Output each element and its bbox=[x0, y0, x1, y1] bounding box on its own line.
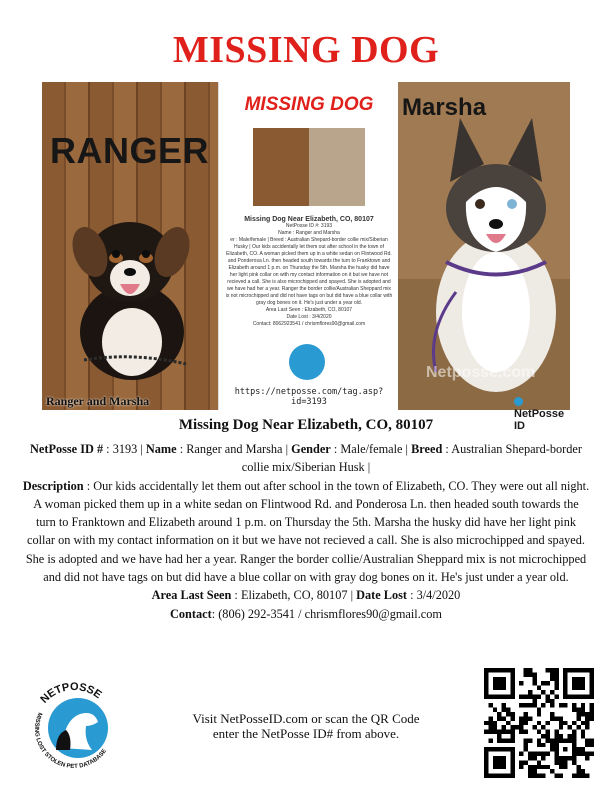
name-label: Name bbox=[145, 442, 177, 456]
mini-poster-name: Name : Ranger and Marsha bbox=[278, 230, 340, 236]
ranger-label: RANGER bbox=[50, 130, 210, 171]
logo-bottom-text: MISSING LOST STOLEN PET DATABASE bbox=[33, 711, 109, 770]
summary-line: NetPosse ID # : 3193 | Name : Ranger and Marsha | Gender : Male/female | Breed : Australian Shepard-border collie mix/Siberian Husk | bbox=[30, 442, 582, 475]
breed-value: Australian Shepard-border collie mix/Siberian Husk bbox=[241, 442, 582, 475]
page-title: MISSING DOG bbox=[172, 29, 440, 71]
netposse-logo bbox=[22, 670, 126, 774]
description-label: Description bbox=[22, 478, 84, 493]
mini-poster-contact: Contact: 8062923541 / chrismflores90@gmail.com bbox=[252, 321, 366, 327]
listing-details bbox=[22, 440, 590, 623]
date-label: Date Lost bbox=[356, 588, 408, 603]
contact-label: Contact bbox=[170, 606, 212, 621]
listing-subtitle: Missing Dog Near Elizabeth, CO, 80107 bbox=[178, 417, 434, 433]
netposse-watermark: Netposse.com bbox=[426, 364, 536, 381]
visit-instructions bbox=[166, 711, 446, 741]
area-date-line: Area Last Seen : Elizabeth, CO, 80107 | Date Lost : 3/4/2020 bbox=[151, 588, 461, 603]
contact-value: (806) 292-3541 / chrismflores90@gmail.com bbox=[218, 606, 442, 621]
netposse-badge-icon bbox=[514, 397, 523, 406]
mini-poster-date: Date Lost : 3/4/2020 bbox=[286, 314, 332, 320]
photo-caption: Ranger and Marsha bbox=[46, 394, 150, 408]
contact-line: Contact: (806) 292-3541 / chrismflores90@gmail.com bbox=[170, 606, 442, 621]
description-value: Our kids accidentally let them out after school in the town of Elizabeth, CO. They were out all night. A woman picked them up in a white sedan on Flintwood Rd. and Ponderosa Ln. then headed south towards the turn to Franktown and Elizabeth around 1 p.m. on Thursday the 5th. Marsha the husky did have her light pink collar on with my contact information on it but we have not recieved a call. She is also microchipped and spayed. She is adopted and we have had her a year. Ranger the border collie/Australian Sheppard mix is not microchipped and did not have tags on but did have a blue collar on with gray dog bones on it. He's just under a year old. bbox=[25, 478, 590, 585]
visit-line-1: Visit NetPosseID.com or scan the QR Code bbox=[192, 711, 420, 726]
visit-line-2: enter the NetPosse ID# from above. bbox=[212, 726, 400, 741]
mini-poster-title: MISSING DOG bbox=[244, 94, 374, 115]
pet-photo-collage bbox=[42, 82, 570, 432]
mini-poster-body: er : Male/female | Breed : Australian Shepard-border collie mix/Siberian Husky | Our kids accidentally let them out after school in the town of Elizabeth, CO. A woman picked them up in a white sedan on Flintwood Rd. and Ponderosa Ln. then headed south towards the turn to Franktown and Elizabeth around 1 p.m. on Thursday the 5th. Marsha the husky did have her light pink collar on with my contact information on it but we have not recieved a call. She is also microchipped and spayed. She is adopted and we have had her a year. Ranger the border collie/Australian Sheppard mix is not microchipped and did not have tags on but did have a blue collar with gray dog bones on it. He's just under a year old. bbox=[225, 237, 393, 306]
area-value: Elizabeth, CO, 80107 bbox=[240, 588, 348, 603]
netposse-id-value: 3193 bbox=[112, 442, 138, 456]
marsha-label: Marsha bbox=[402, 94, 487, 121]
mini-poster-area: Area Last Seen : Elizabeth, CO, 80107 bbox=[265, 307, 353, 313]
qr-code[interactable] bbox=[484, 668, 594, 778]
mini-poster-photo bbox=[253, 128, 365, 206]
breed-label: Breed bbox=[411, 442, 443, 456]
mini-poster bbox=[218, 82, 400, 410]
mini-netposse-logo-icon bbox=[289, 344, 325, 380]
marsha-photo bbox=[398, 82, 570, 410]
logo-top-text: NETPOSSE bbox=[38, 680, 104, 706]
netposse-id-label: NetPosse ID # bbox=[30, 442, 104, 456]
ranger-dog-illustration bbox=[54, 192, 204, 382]
ranger-photo bbox=[42, 82, 218, 410]
mini-poster-url: https://netposse.com/tag.asp?id=3193 bbox=[234, 387, 384, 407]
gender-label: Gender bbox=[291, 442, 331, 456]
mini-poster-heading: Missing Dog Near Elizabeth, CO, 80107 bbox=[244, 216, 374, 223]
mini-poster-text bbox=[225, 216, 393, 328]
date-value: 3/4/2020 bbox=[416, 588, 461, 603]
mini-poster-id: NetPosse ID #: 3193 bbox=[285, 223, 333, 229]
name-value: Ranger and Marsha bbox=[186, 442, 283, 456]
marsha-husky-illustration bbox=[416, 112, 566, 392]
gender-value: Male/female bbox=[340, 442, 403, 456]
description-line: Description : Our kids accidentally let them out after school in the town of Elizabeth, CO. They were out all night. A woman picked them up in a white sedan on Flintwood Rd. and Ponderosa Ln. then headed south towards the turn to Franktown and Elizabeth around 1 p.m. on Thursday the 5th. Marsha the husky did have her light pink collar on with my contact information on it but we have not recieved a call. She is also microchipped and spayed. She is adopted and we have had her a year. Ranger the border collie/Australian Sheppard mix is not microchipped and did not have tags on but did have a blue collar on with gray dog bones on it. He's just under a year old. bbox=[22, 478, 590, 585]
area-label: Area Last Seen bbox=[151, 588, 232, 603]
netposse-badge-text: NetPosse ID bbox=[514, 408, 565, 432]
